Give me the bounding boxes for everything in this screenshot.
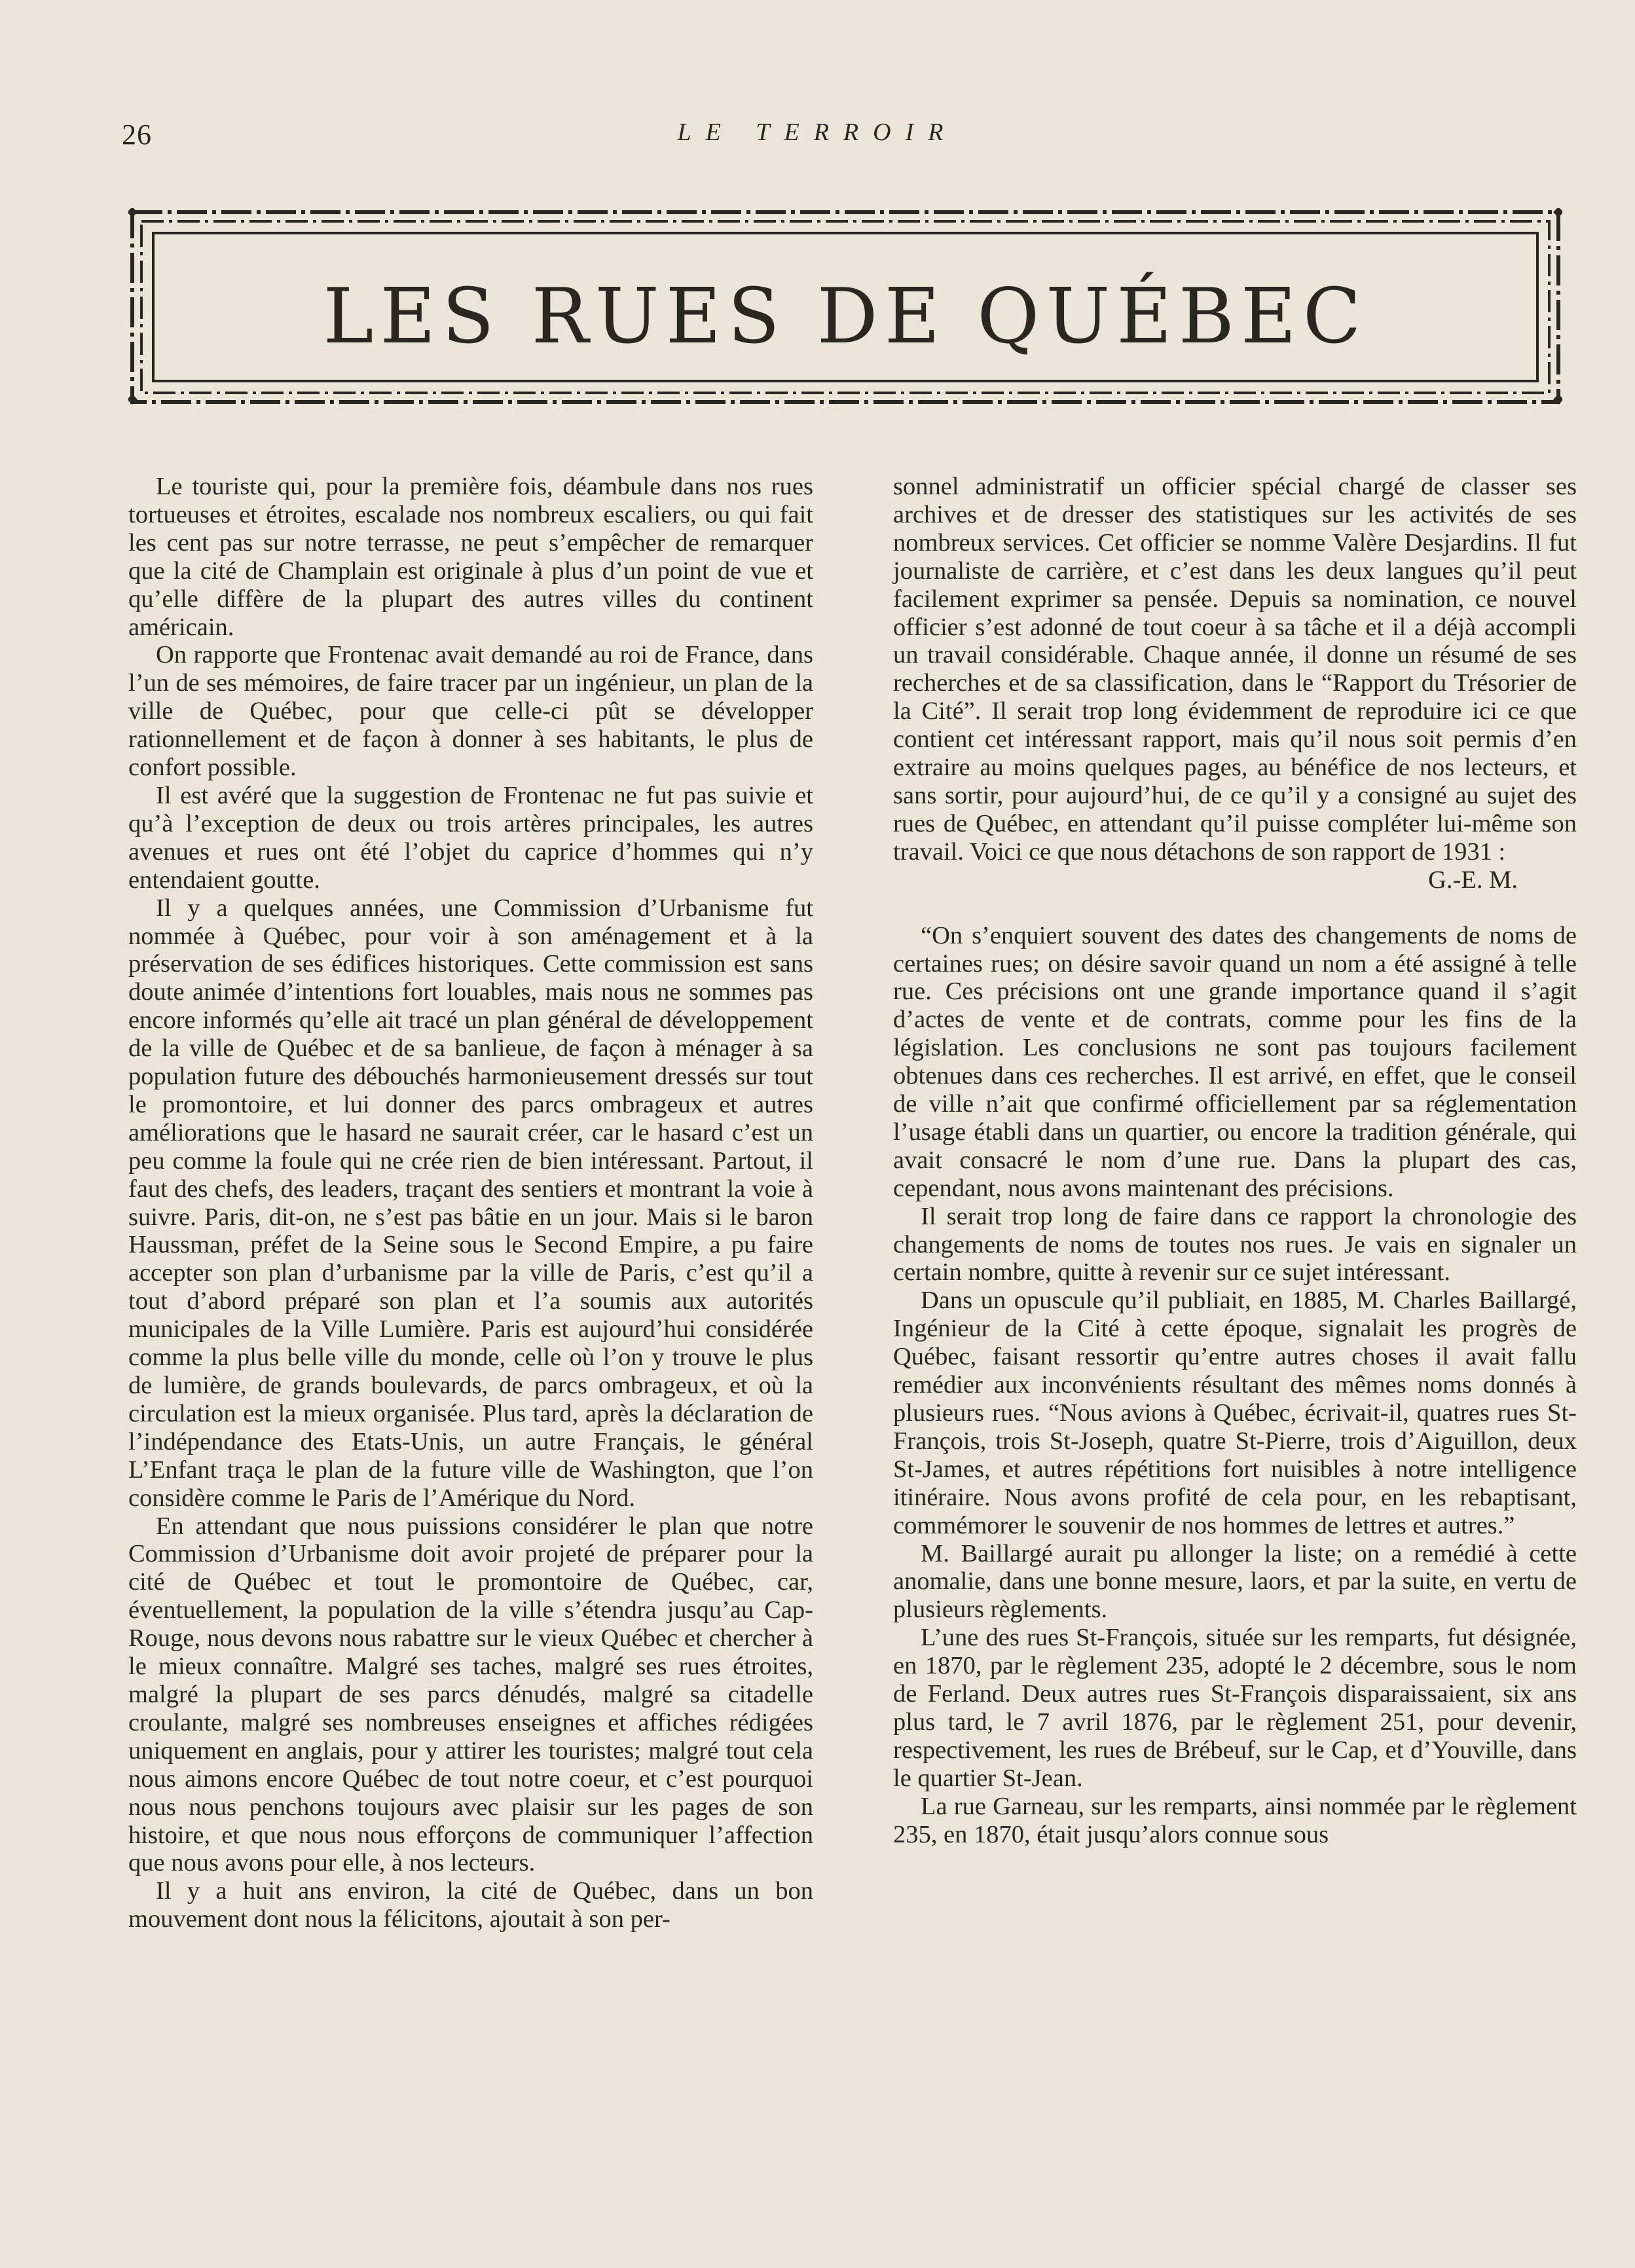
paragraph: En attendant que nous puissions considérer le plan que notre Commission d’Urbanisme doit avoir projeté de préparer pour la cité de Québec et tout le promontoire de Québec, car, éventuellement, la population de la ville s’étendra jusqu’au Cap-Rouge, nous devons nous rabattre sur le vieux Québec et chercher à le mieux connaître. Malgré ses taches, malgré ses rues étroites, malgré la plupart de ses parcs dénudés, malgré sa citadelle croulante, malgré ses nombreuses enseignes et affiches rédigées uniquement en anglais, pour y attirer les touristes; malgré tout cela nous aimons encore Québec de tout notre coeur, et c’est pourquoi nous nous penchons toujours avec plaisir sur les pages de son histoire, et que nous nous efforçons de communiquer l’affection que nous avons pour elle, à nos lecteurs.: [128, 1512, 813, 1877]
paragraph: Il serait trop long de faire dans ce rapport la chronologie des changements de noms de toutes nos rues. Je vais en signaler un certain nombre, quitte à revenir sur ce sujet intéressant.: [893, 1202, 1577, 1287]
paragraph: sonnel administratif un officier spécial chargé de classer ses archives et de dresser des statistiques sur les activités de ses nombreux services. Cet officier se nomme Valère Desjardins. Il fut journaliste de carrière, et c’est dans les deux langues qu’il peut facilement exprimer sa pensée. Depuis sa nomination, ce nouvel officier s’est adonné de tout coeur à sa tâche et il a déjà accompli un travail considérable. Chaque année, il donne un résumé de ses recherches et de sa classification, dans le “Rapport du Trésorier de la Cité”. Il serait trop long évidemment de reproduire ici ce que contient cet intéressant rapport, mais qu’il nous soit permis d’en extraire au moins quelques pages, au bénéfice de nos lecteurs, et sans sortir, pour aujourd’hui, de ce qu’il y a consigné au sujet des rues de Québec, en attendant qu’il puisse compléter lui-même son travail. Voici ce que nous détachons de son rapport de 1931 :: [893, 473, 1577, 866]
running-head: LE TERROIR: [677, 119, 958, 146]
paragraph: On rapporte que Frontenac avait demandé au roi de France, dans l’un de ses mémoires, de faire tracer par un ingénieur, un plan de la ville de Québec, pour que celle-ci pût se développer rationnellement et de façon à donner à ses habitants, le plus de confort possible.: [128, 641, 813, 782]
paragraph: Le touriste qui, pour la première fois, déambule dans nos rues tortueuses et étroites, escalade nos nombreux escaliers, ou qui fait les cent pas sur notre terrasse, ne peut s’empêcher de remarquer que la cité de Champlain est originale à plus d’un point de vue et qu’elle diffère de la plupart des autres villes du continent américain.: [128, 473, 813, 641]
paragraph: Dans un opuscule qu’il publiait, en 1885, M. Charles Baillargé, Ingénieur de la Cité à cette époque, signalait les progrès de Québec, faisant ressortir qu’entre autres choses il avait fallu remédier aux inconvénients résultant des mêmes noms donnés à plusieurs rues. “Nous avions à Québec, écrivait-il, quatres rues St-François, trois St-Joseph, quatre St-Pierre, trois d’Aiguillon, deux St-James, et autres répétitions fort nuisibles à notre intelligence itinéraire. Nous avons profité de cela pour, en les rebaptisant, commémorer le souvenir de nos hommes de lettres et autres.”: [893, 1287, 1577, 1539]
paragraph: La rue Garneau, sur les remparts, ainsi nommée par le règlement 235, en 1870, était jusqu’alors connue sous: [893, 1792, 1577, 1848]
paragraph: “On s’enquiert souvent des dates des changements de noms de certaines rues; on désire savoir quand un nom a été assigné à telle rue. Ces précisions ont une grande importance quand il s’agit d’actes de vente et de contrats, comme pour les fins de la législation. Les conclusions ne sont pas toujours facilement obtenues dans ces recherches. Il est arrivé, en effet, que le conseil de ville n’ait que confirmé officiellement par sa réglementation l’usage établi dans un quartier, ou encore la tradition générale, qui avait consacré le nom d’une rue. Dans la plupart des cas, cependant, nous avons maintenant des précisions.: [893, 921, 1577, 1202]
paragraph: Il y a huit ans environ, la cité de Québec, dans un bon mouvement dont nous la félicitons, ajoutait à son per-: [128, 1877, 813, 1933]
right-column: [893, 473, 1577, 1849]
page-number: 26: [122, 119, 152, 151]
paragraph: M. Baillargé aurait pu allonger la liste; on a remédié à cette anomalie, dans une bonne mesure, laors, et par la suite, en vertu de plusieurs règlements.: [893, 1539, 1577, 1624]
author-signature: G.-E. M.: [1428, 866, 1518, 894]
title-frame: [128, 208, 1562, 406]
paragraph: Il est avéré que la suggestion de Frontenac ne fut pas suivie et qu’à l’exception de deux ou trois artères principales, les autres avenues et rues ont été l’objet du caprice d’hommes qui n’y entendaient goutte.: [128, 781, 813, 894]
article-title: LES RUES DE QUÉBEC: [323, 272, 1368, 361]
left-column: [128, 473, 813, 1933]
section-gap: [893, 894, 1577, 922]
paragraph: Il y a quelques années, une Commission d’Urbanisme fut nommée à Québec, pour voir à son aménagement et à la préservation de ses édifices historiques. Cette commission est sans doute animée d’intentions fort louables, mais nous ne sommes pas encore informés qu’elle ait tracé un plan général de développement de la ville de Québec et de sa banlieue, de façon à ménager à sa population future des débouchés harmonieusement dressés sur tout le promontoire, et lui donner des parcs ombrageux et autres améliorations que le hasard ne saurait créer, car le hasard c’est un peu comme la foule qui ne crée rien de bien intéressant. Partout, il faut des chefs, des leaders, traçant des sentiers et montrant la voie à suivre. Paris, dit-on, ne s’est pas bâtie en un jour. Mais si le baron Haussman, préfet de la Seine sous le Second Empire, a pu faire accepter son plan d’urbanisme par la ville de Paris, c’est qu’il a tout d’abord préparé son plan et l’a soumis aux autorités municipales de la Ville Lumière. Paris est aujourd’hui considérée comme la plus belle ville du monde, celle où l’on y trouve le plus de lumière, de grands boulevards, de parcs ombrageux, et où la circulation est la mieux organisée. Plus tard, après la déclaration de l’indépendance des Etats-Unis, un autre Français, le général L’Enfant traça le plan de la future ville de Washington, que l’on considère comme le Paris de l’Amérique du Nord.: [128, 894, 813, 1512]
paragraph: L’une des rues St-François, située sur les remparts, fut désignée, en 1870, par le règlement 235, adopté le 2 décembre, sous le nom de Ferland. Deux autres rues St-François disparaissaient, six ans plus tard, le 7 avril 1876, par le règlement 251, pour devenir, respectivement, les rues de Brébeuf, sur le Cap, et d’Youville, dans le quartier St-Jean.: [893, 1624, 1577, 1792]
